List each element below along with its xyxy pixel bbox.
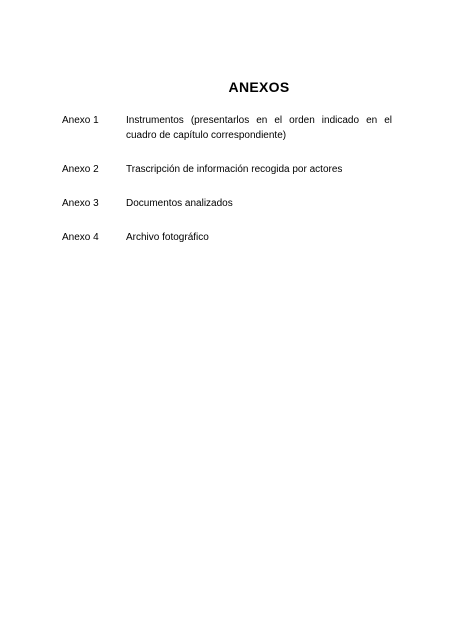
annex-item (62, 113, 392, 143)
annex-item (62, 196, 392, 211)
annex-item (62, 230, 392, 245)
page-title: ANEXOS (228, 79, 290, 95)
annex-label: Anexo 1 (62, 115, 99, 126)
annex-description: Archivo fotográfico (126, 232, 209, 243)
annex-list (62, 113, 392, 245)
annex-item (62, 162, 392, 177)
annex-description: Trascripción de información recogida por actores (126, 164, 343, 175)
annex-description: Instrumentos (presentarlos en el orden indicado en el cuadro de capítulo correspondiente) (126, 115, 392, 141)
annex-label: Anexo 2 (62, 164, 99, 175)
annex-label: Anexo 4 (62, 232, 99, 243)
annex-label: Anexo 3 (62, 198, 99, 209)
annex-description: Documentos analizados (126, 198, 233, 209)
